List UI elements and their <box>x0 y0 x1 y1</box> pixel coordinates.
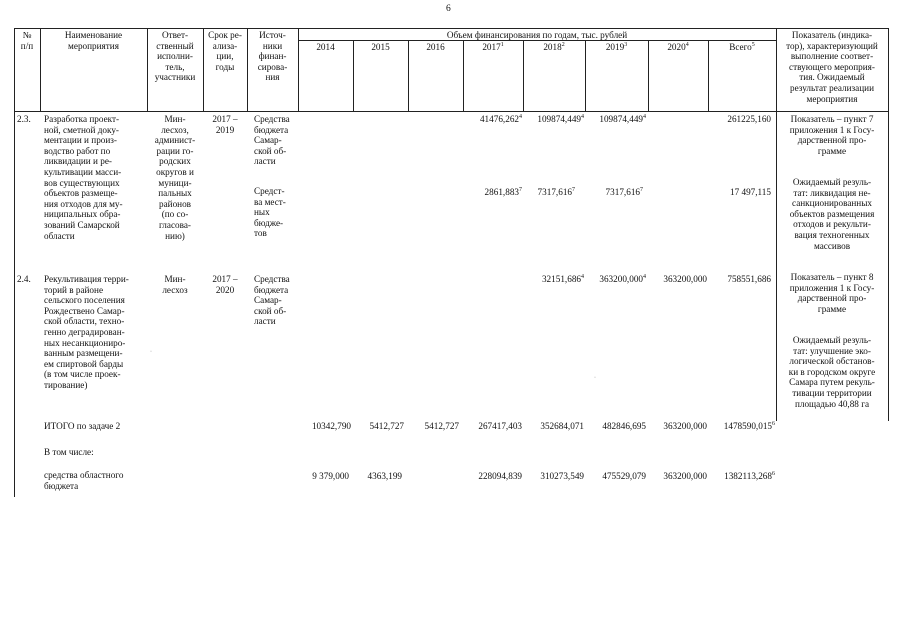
scan-mark: · <box>150 349 152 355</box>
header-funding-title: Объем финансирования по годам, тыс. рублей <box>446 30 628 40</box>
header-source: Источ- ники финан- сирова- ния <box>257 30 288 83</box>
header-bottom-border <box>14 111 888 112</box>
header-name: Наименование мероприятия <box>64 30 123 51</box>
row-2-3-oblast-total: 261225,160 <box>727 114 771 124</box>
header-year-2018: 2018$^2$ <box>543 41 565 52</box>
row-2-4-source: Средства бюджета Самар- ской об- ласти <box>254 274 290 327</box>
header-indicator: Показатель (индика- тор), характеризующий выполнение соответ- ствующего мероприя- тия. Ожидаемый результат реализации мероприятия <box>786 30 878 104</box>
header-year-2019: 2019$^3$ <box>605 41 628 52</box>
header-responsible: Ответ- ственный исполни- тель, участники <box>154 30 196 83</box>
col-border <box>888 28 889 112</box>
oblast-2019: 475529,079 <box>602 471 646 481</box>
col-border <box>888 111 889 421</box>
row-2-3-term: 2017 – 2019 <box>212 114 238 135</box>
row-2-3-oblast-2017: 41476,262$^4$ <box>479 113 522 124</box>
oblast-2017: 228094,839 <box>478 471 522 481</box>
header-year-2020: 2020$^4$ <box>667 41 689 52</box>
row-2-4-expected-result: Ожидаемый резуль- тат: улучшение эко- логической обстанов- ки в городском округе Самара путем рекуль- тивации территории площадью 40,88 га <box>788 335 876 409</box>
oblast-2014: 9 379,000 <box>312 471 349 481</box>
itogo-2015: 5412,727 <box>369 421 404 431</box>
row-2-4-total: 758551,686 <box>727 274 771 284</box>
row-2-4-name: Рекультивация терри- торий в районе сельского поселения Рождествено Самар- ской области, техно- генно деградирован- ных несанкциониро- ванным размещени- ем спиртовой барды (в том числе проек- тирование) <box>44 274 129 390</box>
scan-mark: · <box>594 375 596 381</box>
row-2-3-oblast-2019: 109874,449$^4$ <box>599 113 646 124</box>
row-2-4-2018: 32151,686$^4$ <box>541 273 584 284</box>
header-num: № п/п <box>20 30 34 51</box>
page-number: 6 <box>446 4 451 14</box>
oblast-2018: 310273,549 <box>540 471 584 481</box>
row-2-4-indicator: Показатель – пункт 8 приложения 1 к Госу- дарственной про- грамме <box>789 272 875 314</box>
itogo-2019: 482846,695 <box>602 421 646 431</box>
header-year-2014: 2014 <box>316 42 335 52</box>
oblast-total: 1382113,268$^6$ <box>724 470 775 481</box>
row-2-3-local-2019: 7317,616$^7$ <box>605 186 643 197</box>
oblast-budget-label: средства областного бюджета <box>44 470 124 491</box>
row-2-3-num: 2.3. <box>17 114 31 124</box>
itogo-2018: 352684,071 <box>540 421 584 431</box>
row-2-3-local-2018: 7317,616$^7$ <box>537 186 575 197</box>
row-2-3-source-oblast: Средства бюджета Самар- ской об- ласти <box>254 114 290 167</box>
itogo-label: ИТОГО по задаче 2 <box>44 421 121 431</box>
itogo-2017: 267417,403 <box>478 421 522 431</box>
row-2-3-local-total: 17 497,115 <box>729 187 771 197</box>
row-2-4-term: 2017 – 2020 <box>212 274 238 295</box>
row-2-3-oblast-2018: 109874,449$^4$ <box>537 113 584 124</box>
row-2-3-expected-result: Ожидаемый резуль- тат: ликвидация не- санкционированных объектов размещения отходов и рекульти- вация техногенных массивов <box>789 177 875 251</box>
itogo-2020: 363200,000 <box>663 421 707 431</box>
row-2-3-source-local: Средст- ва мест- ных бюдже- тов <box>254 186 286 239</box>
including-label: В том числе: <box>44 447 94 457</box>
row-2-4-num: 2.4. <box>17 274 31 284</box>
itogo-2016: 5412,727 <box>424 421 459 431</box>
row-2-3-local-2017: 2861,883$^7$ <box>484 186 522 197</box>
header-year-2017: 2017$^1$ <box>482 41 504 52</box>
row-2-3-name: Разработка проект- ной, сметной доку- ментации и произ- водство работ по ликвидации и ре- культивации масси- вов существующих объектов размеще- ния отходов для му- ниципальных обра- зований Самарской области <box>44 114 123 241</box>
row-2-4-2019: 363200,000$^4$ <box>599 273 646 284</box>
col-border <box>14 111 15 497</box>
itogo-2014: 10342,790 <box>311 421 351 431</box>
header-year-2016: 2016 <box>426 42 445 52</box>
header-total: Всего$^5$ <box>729 41 755 52</box>
header-term: Срок ре- ализа- ции, годы <box>208 30 242 72</box>
table-top-border <box>14 28 888 29</box>
itogo-total: 1478590,015$^6$ <box>723 420 775 431</box>
oblast-2015: 4363,199 <box>367 471 402 481</box>
row-2-4-responsible: Мин- лесхоз <box>162 274 188 295</box>
oblast-2020: 363200,000 <box>663 471 707 481</box>
row-2-3-responsible: Мин- лесхоз, админист- рации го- родских округов и муници- пальных районов (по со- гласова- нию) <box>154 114 196 241</box>
row-2-4-2020: 363200,000 <box>663 274 707 284</box>
header-year-2015: 2015 <box>371 42 390 52</box>
col-border <box>298 28 299 112</box>
row-2-3-indicator: Показатель – пункт 7 приложения 1 к Госу- дарственной про- грамме <box>789 114 875 156</box>
